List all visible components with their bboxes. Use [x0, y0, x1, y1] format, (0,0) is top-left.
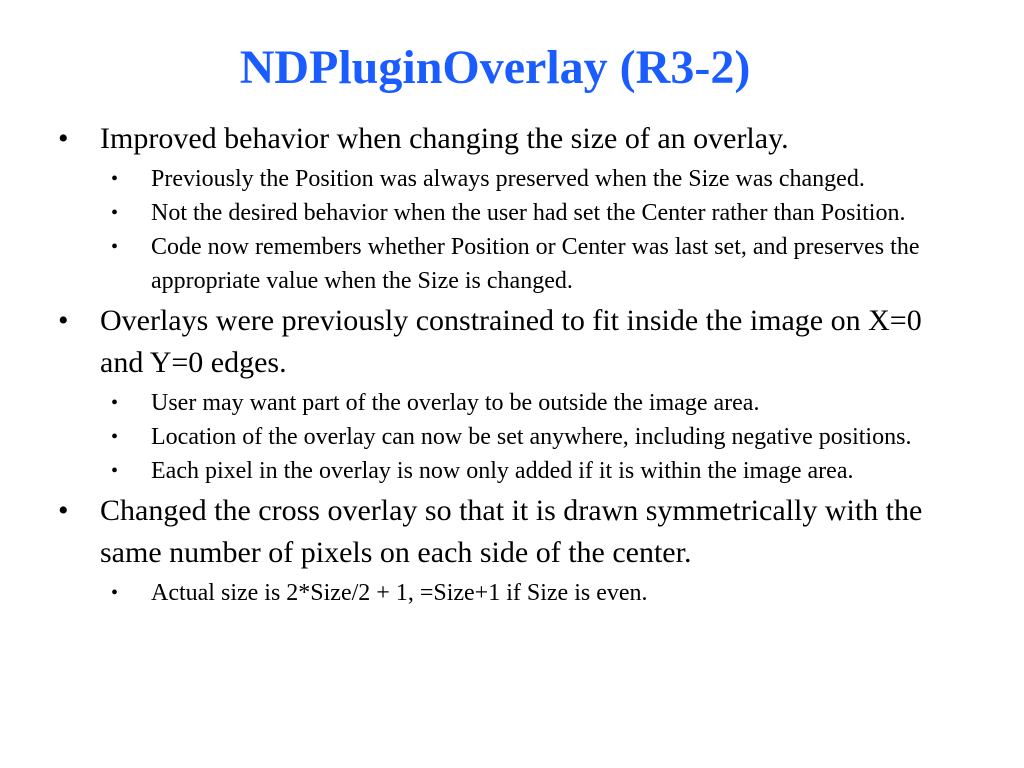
sub-bullet-text: Previously the Position was always preserved when the Size was changed.	[151, 166, 865, 192]
bullet-icon: •	[58, 122, 69, 155]
bullet-icon: •	[111, 426, 119, 448]
bullet-icon: •	[58, 304, 69, 337]
bullet-list	[56, 118, 956, 612]
bullet-icon: •	[111, 392, 119, 414]
bullet-icon: •	[111, 236, 119, 258]
bullet-item	[56, 490, 956, 574]
bullet-item	[56, 118, 956, 160]
bullet-icon: •	[111, 582, 119, 604]
slide-title: NDPluginOverlay (R3-2)	[239, 41, 751, 94]
sub-bullet-list	[56, 162, 956, 298]
sub-bullet-item	[56, 196, 931, 230]
sub-bullet-item	[56, 230, 931, 298]
sub-bullet-text: User may want part of the overlay to be outside the image area.	[151, 390, 760, 416]
sub-bullet-text: Actual size is 2*Size/2 + 1, =Size+1 if Size is even.	[151, 580, 648, 606]
bullet-icon: •	[111, 168, 119, 190]
sub-bullet-list	[56, 576, 956, 610]
sub-bullet-item	[56, 386, 931, 420]
bullet-icon: •	[111, 460, 119, 482]
sub-bullet-item	[56, 420, 931, 454]
sub-bullet-text: Location of the overlay can now be set anywhere, including negative positions.	[151, 424, 912, 450]
bullet-icon: •	[111, 202, 119, 224]
sub-bullet-item	[56, 576, 931, 610]
sub-bullet-item	[56, 162, 931, 196]
sub-bullet-list	[56, 386, 956, 488]
bullet-item	[56, 300, 956, 384]
sub-bullet-text: Code now remembers whether Position or Center was last set, and preserves the appropriate value when the Size is changed.	[151, 234, 920, 294]
bullet-text: Changed the cross overlay so that it is drawn symmetrically with the same number of pixels on each side of the center.	[100, 494, 923, 569]
sub-bullet-text: Each pixel in the overlay is now only added if it is within the image area.	[151, 458, 854, 484]
bullet-icon: •	[58, 494, 69, 527]
bullet-text: Overlays were previously constrained to fit inside the image on X=0 and Y=0 edges.	[100, 304, 922, 379]
sub-bullet-text: Not the desired behavior when the user had set the Center rather than Position.	[151, 200, 906, 226]
bullet-text: Improved behavior when changing the size of an overlay.	[100, 122, 789, 155]
sub-bullet-item	[56, 454, 931, 488]
